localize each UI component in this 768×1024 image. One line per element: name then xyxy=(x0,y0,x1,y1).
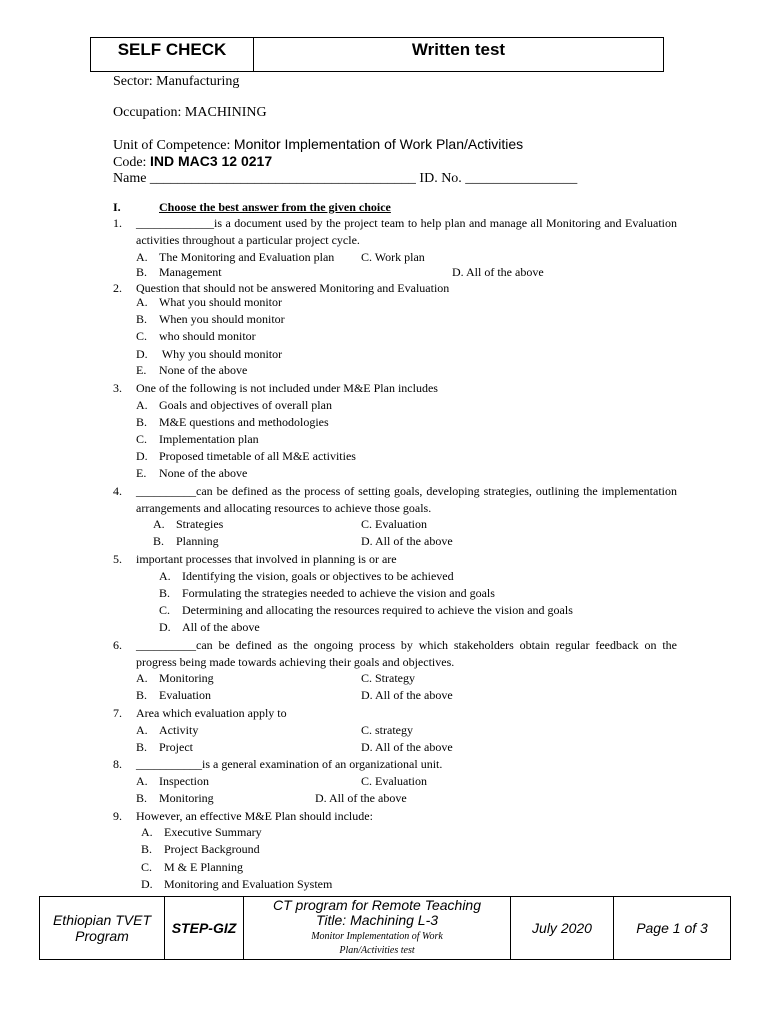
q7-option-d: D. All of the above xyxy=(361,740,453,754)
q5-option-d: D. All of the above xyxy=(159,620,260,634)
question-text: One of the following is not included under M&E Plan includes xyxy=(136,381,438,395)
q2-option-b: B. When you should monitor xyxy=(136,312,285,326)
q1-option-d: D. All of the above xyxy=(452,265,544,279)
footer-program-subtitle: Title: Machining L-3 xyxy=(315,912,439,928)
section-number: I. xyxy=(113,200,121,214)
q3-option-a: A. Goals and objectives of overall plan xyxy=(136,398,332,412)
unit-label: Unit of Competence: xyxy=(113,138,234,153)
unit-value: Monitor Implementation of Work Plan/Activities xyxy=(233,136,524,152)
sector-line: Sector: Manufacturing xyxy=(113,74,240,89)
question-9 xyxy=(113,808,677,825)
question-number: 8. xyxy=(113,757,122,771)
name-id-line: Name ______________________________________ ID. No. ________________ xyxy=(113,171,578,186)
q2-option-a: A. What you should monitor xyxy=(136,295,282,309)
q9-option-d: D. Monitoring and Evaluation System xyxy=(141,877,333,891)
section-heading xyxy=(113,200,391,215)
q6-option-c: C. Strategy xyxy=(361,671,415,685)
code-value: IND MAC3 12 0217 xyxy=(149,153,273,169)
q2-option-e: E. None of the above xyxy=(136,363,248,377)
question-text: Area which evaluation apply to xyxy=(136,706,287,720)
question-number: 2. xyxy=(113,281,122,295)
question-4 xyxy=(113,483,677,517)
q2-option-c: C. who should monitor xyxy=(136,329,256,343)
unit-of-competence-line xyxy=(113,136,523,154)
question-number: 5. xyxy=(113,552,122,566)
q8-option-b: B. Monitoring xyxy=(136,791,214,805)
footer-program-note: Monitor Implementation of Work xyxy=(311,931,443,942)
question-number: 9. xyxy=(113,809,122,823)
q5-option-a: A. Identifying the vision, goals or objectives to be achieved xyxy=(159,569,454,583)
footer-org-line: Ethiopian TVET xyxy=(52,912,152,928)
question-text: __________can be defined as the process of setting goals, developing strategies, outlining the implementation arrangements and allocating resources to achieve those goals. xyxy=(136,484,677,515)
question-text: __________can be defined as the ongoing process by which stakeholders obtain regular feedback on the progress being made towards achieving their goals and objectives. xyxy=(136,638,677,669)
q8-option-c: C. Evaluation xyxy=(361,774,427,788)
q1-option-b: B. Management xyxy=(136,265,222,279)
q9-option-a: A. Executive Summary xyxy=(141,825,262,839)
question-8 xyxy=(113,756,677,773)
code-line xyxy=(113,153,272,171)
question-number: 7. xyxy=(113,706,122,720)
q9-option-c: C. M & E Planning xyxy=(141,860,244,874)
question-7 xyxy=(113,705,677,722)
q5-option-c: C. Determining and allocating the resources required to achieve the vision and goals xyxy=(159,603,573,617)
q7-option-c: C. strategy xyxy=(361,723,413,737)
question-text: However, an effective M&E Plan should include: xyxy=(136,809,373,823)
q6-option-b: B. Evaluation xyxy=(136,688,211,702)
q6-option-d: D. All of the above xyxy=(361,688,453,702)
footer-org-line: Program xyxy=(75,928,129,944)
question-number: 1. xyxy=(113,216,122,230)
q8-option-d: D. All of the above xyxy=(315,791,407,805)
question-text: Question that should not be answered Monitoring and Evaluation xyxy=(136,281,450,295)
occupation-line: Occupation: MACHINING xyxy=(113,105,267,120)
question-5 xyxy=(113,551,677,568)
q3-option-c: C. Implementation plan xyxy=(136,432,259,446)
footer-page-number: Page 1 of 3 xyxy=(636,920,708,936)
q5-option-b: B. Formulating the strategies needed to achieve the vision and goals xyxy=(159,586,495,600)
q2-option-d: D. Why you should monitor xyxy=(136,347,283,361)
question-text: _____________is a document used by the project team to help plan and manage all Monitoring and Evaluation activities throughout a particular project cycle. xyxy=(136,216,677,247)
question-number: 6. xyxy=(113,638,122,652)
footer-date: July 2020 xyxy=(511,897,614,959)
code-label: Code: xyxy=(113,155,150,170)
footer-program-title: CT program for Remote Teaching xyxy=(272,897,482,913)
q4-option-d: D. All of the above xyxy=(361,534,453,548)
footer-program xyxy=(244,897,511,959)
question-number: 4. xyxy=(113,484,122,498)
question-text: ___________is a general examination of an organizational unit. xyxy=(136,757,443,771)
q3-option-b: B. M&E questions and methodologies xyxy=(136,415,329,429)
q1-option-c: C. Work plan xyxy=(361,250,425,264)
q8-option-a: A. Inspection xyxy=(136,774,209,788)
question-number: 3. xyxy=(113,381,122,395)
q4-option-b: B. Planning xyxy=(153,534,219,548)
question-1 xyxy=(113,215,677,249)
question-text: important processes that involved in planning is or are xyxy=(136,552,397,566)
q9-option-b: B. Project Background xyxy=(141,842,260,856)
q7-option-b: B. Project xyxy=(136,740,193,754)
q3-option-e: E. None of the above xyxy=(136,466,248,480)
footer-org xyxy=(40,897,165,959)
footer-program-note: Plan/Activities test xyxy=(339,945,415,956)
q4-option-a: A. Strategies xyxy=(153,517,224,531)
written-test-label: Written test xyxy=(411,40,506,59)
q6-option-a: A. Monitoring xyxy=(136,671,214,685)
q7-option-a: A. Activity xyxy=(136,723,199,737)
self-check-label: SELF CHECK xyxy=(91,38,254,71)
q4-option-c: C. Evaluation xyxy=(361,517,427,531)
section-title: Choose the best answer from the given choice xyxy=(159,200,391,214)
footer-table xyxy=(39,896,731,960)
q3-option-d: D. Proposed timetable of all M&E activities xyxy=(136,449,356,463)
q1-option-a: A. The Monitoring and Evaluation plan xyxy=(136,250,335,264)
question-6 xyxy=(113,637,677,671)
footer-partner: STEP-GIZ xyxy=(165,897,244,959)
question-3 xyxy=(113,380,677,397)
header-table xyxy=(90,37,664,72)
